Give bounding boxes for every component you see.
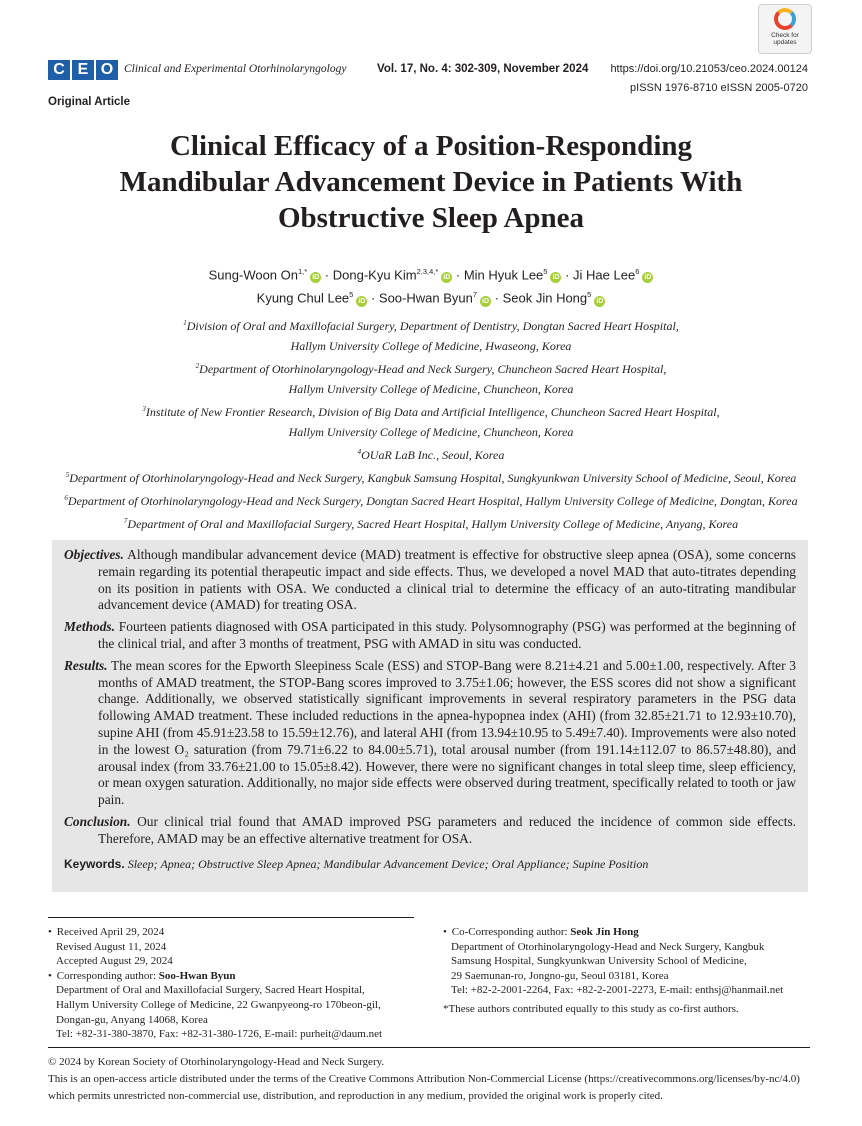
license-line: This is an open-access article distributed under the terms of the Creative Commons Attribution Non-Commercial License (https://creativecommons.org/licenses/by-nc/4.0) — [48, 1073, 800, 1085]
title-line: Obstructive Sleep Apnea — [277, 202, 585, 234]
co-corresponding-author-name: Seok Jin Hong — [570, 926, 639, 938]
affiliation-line: Hallym University College of Medicine, Chuncheon, Korea — [288, 382, 574, 396]
title-line: Clinical Efficacy of a Position-Responding — [169, 130, 692, 162]
author-affiliation-sup: 5 — [587, 290, 592, 300]
author-name: Sung-Woon On — [208, 267, 298, 283]
affiliation-line: $^6$Department of Otorhinolaryngology-Head and Neck Surgery, Dongtan Sacred Heart Hospital, Hallym University College of Medicine, Dongtan, Korea — [64, 494, 798, 508]
affiliation-line: $^5$Department of Otorhinolaryngology-Head and Neck Surgery, Kangbuk Samsung Hospital, Sungkyunkwan University School of Medicine, Seoul, Korea — [65, 471, 797, 485]
author-name: Dong-Kyu Kim — [332, 267, 417, 283]
author-name: Kyung Chul Lee — [256, 290, 350, 306]
article-title — [40, 128, 822, 236]
orcid-icon[interactable]: iD — [358, 297, 366, 305]
author-separator: · — [561, 267, 574, 283]
logo-letter: E — [72, 60, 94, 80]
orcid-icon[interactable]: iD — [443, 274, 451, 282]
logo-letter: C — [48, 60, 70, 80]
abstract-methods: Methods. Fourteen patients diagnosed with OSA participated in this study. Polysomnography (PSG) was performed at the beginning of the clinical trial, and after 3 months of treatment, PSG with AMAD in situ was conducted. — [64, 619, 796, 651]
abstract-conclusion: Conclusion. Our clinical trial found that AMAD improved PSG parameters and reduced the incidence of common side effects. Therefore, AMAD may be an effective alternative treatment for OSA. — [64, 813, 796, 846]
corresponding-author-name: Soo-Hwan Byun — [158, 969, 236, 982]
author-name: Min Hyuk Lee — [463, 267, 544, 283]
author-separator: · — [452, 267, 464, 283]
license-block — [48, 1054, 800, 1105]
orcid-icon[interactable]: iD — [312, 274, 320, 282]
article-type: Original Article — [48, 96, 131, 108]
volume-info: Vol. 17, No. 4: 302-309, November 2024 — [377, 63, 589, 75]
check-for-updates-badge[interactable] — [758, 4, 812, 54]
corresponding-contact[interactable]: Tel: +82-31-380-3870, Fax: +82-31-380-1726, E-mail: purheit@daum.net — [56, 1028, 383, 1041]
co-first-note: *These authors contributed equally to this study as co-first authors. — [443, 1002, 739, 1015]
author-separator: · — [321, 267, 333, 283]
author-affiliation-sup: 5 — [349, 290, 354, 300]
abstract-results: Results. The mean scores for the Epworth Sleepiness Scale (ESS) and STOP-Bang were 8.21±4.21 and 5.00±1.00, respectively. After 3 months of AMAD treatment, the STOP-Bang scores improved to 3.75±1.06; however, the ESS scores did not show a significant change. Additionally, we observed statistically significant improvements in several respiratory parameters in the PSG data following AMAD treatment. These included reductions in the apnea-hypopnea index (AHI) (from 32.85±21.71 to 12.93±10.70), supine AHI (from 45.91±23.58 to 15.59±12.76), and lateral AHI (from 13.94±10.95 to 5.49±7.40). Improvements were also noted in the lowest O₂ saturation (from 79.71±6.22 to 84.00±5.71), total arousal number (from 191.14±112.07 to 86.57±48.80), and arousal index (from 33.76±21.00 to 15.05±8.42). However, there were no significant changes in total sleep time, sleep efficiency, or mean oxygen saturation. Additionally, no major side effects were observed during treatment, specifically related to tooth or jaw pain. — [64, 657, 796, 808]
affiliation-line: $^3$Institute of New Frontier Research, Division of Big Data and Artificial Intelligence, Chuncheon Sacred Heart Hospital, — [142, 405, 720, 419]
author-name: Soo-Hwan Byun — [378, 290, 473, 306]
journal-logo — [48, 60, 118, 80]
copyright-line: © 2024 by Korean Society of Otorhinolaryngology-Head and Neck Surgery. — [48, 1056, 385, 1068]
license-line: which permits unrestricted non-commercial use, distribution, and reproduction in any medium, provided the original work is properly cited. — [48, 1090, 663, 1102]
journal-name: Clinical and Experimental Otorhinolaryngology — [124, 63, 347, 75]
affiliation-line: $^4$OUaR LaB Inc., Seoul, Korea — [357, 448, 505, 462]
affiliation-line: $^7$Department of Oral and Maxillofacial Surgery, Sacred Heart Hospital, Hallym University College of Medicine, Anyang, Korea — [123, 517, 739, 531]
author-affiliation-sup: 6 — [635, 267, 640, 276]
author-line — [40, 262, 822, 285]
orcid-icon[interactable]: iD — [482, 297, 490, 305]
affiliation-line: Hallym University College of Medicine, Hwaseong, Korea — [290, 339, 572, 353]
keywords: Keywords. Sleep; Apnea; Obstructive Sleep Apnea; Mandibular Advancement Device; Oral Appliance; Supine Position — [64, 856, 649, 871]
author-separator: · — [367, 290, 379, 306]
affiliation-line: $^1$Division of Oral and Maxillofacial Surgery, Department of Dentistry, Dongtan Sacred Heart Hospital, — [183, 319, 679, 333]
co-corresponding-contact[interactable]: Tel: +82-2-2001-2264, Fax: +82-2-2001-2273, E-mail: enthsj@hanmail.net — [451, 984, 784, 997]
doi-link[interactable]: https://doi.org/10.21053/ceo.2024.00124 — [610, 63, 808, 75]
co-corresponding-footnote: • Co-Corresponding author: Seok Jin Hong Department of Otorhinolaryngology-Head and Neck Surgery, Kangbuk Samsung Hospital, Sungkyunkwan University School of Medicine, 29 Saemunan-ro, Jongno-gu, Seoul 03181, Korea Tel: +82-2-2001-2264, Fax: +82-2-2001-2273, E-mail: enthsj@hanmail.net *These authors contributed equally to this study as co-first authors. — [443, 926, 784, 1015]
footnote-divider — [48, 917, 414, 918]
author-affiliation-sup: 7 — [472, 290, 478, 300]
author-affiliation-sup: 5 — [543, 267, 548, 276]
author-name: Seok Jin Hong — [502, 290, 588, 306]
affiliation-line: Hallym University College of Medicine, Chuncheon, Korea — [288, 425, 574, 439]
author-name: Ji Hae Lee — [573, 267, 636, 283]
crossmark-icon — [774, 8, 796, 30]
logo-letter: O — [96, 60, 118, 80]
abstract-box — [52, 540, 808, 892]
abstract-objectives: Objectives. Although mandibular advancement device (MAD) treatment is effective for obstructive sleep apnea (OSA), some concerns remain regarding its potential therapeutic impact and side effects. Thus, we developed a novel MAD that auto-titrates depending on its position in patients with OSA. We conducted a clinical trial to determine the efficacy of an auto-titrating mandibular advancement device (AMAD) for treating OSA. — [64, 547, 796, 613]
orcid-icon[interactable]: iD — [596, 297, 604, 305]
author-affiliation-sup: 2,3,4,* — [416, 267, 439, 276]
author-affiliation-sup: 1,* — [298, 267, 308, 276]
badge-label: Check for updates — [771, 32, 799, 46]
affiliation-list — [40, 313, 822, 534]
license-divider — [48, 1047, 810, 1048]
author-list — [40, 262, 822, 309]
affiliation-line: $^2$Department of Otorhinolaryngology-Head and Neck Surgery, Chuncheon Sacred Heart Hospital, — [195, 362, 667, 376]
issn-info: pISSN 1976-8710 eISSN 2005-0720 — [630, 82, 808, 94]
orcid-icon[interactable]: iD — [644, 274, 652, 282]
dates-footnote: • Received April 29, 2024 Revised August 11, 2024 Accepted August 29, 2024 • Corresponding author: Soo-Hwan Byun Department of Oral and Maxillofacial Surgery, Sacred Heart Hospital, Hallym University College of Medicine, 22 Gwanpyeong-ro 170beon-gil, Dongan-gu, Anyang 14068, Korea Tel: +82-31-380-3870, Fax: +82-31-380-1726, E-mail: purheit@daum.net — [48, 926, 383, 1041]
title-line: Mandibular Advancement Device in Patients With — [119, 166, 743, 198]
author-separator: · — [491, 290, 503, 306]
author-line — [40, 285, 822, 308]
orcid-icon[interactable]: iD — [552, 274, 560, 282]
